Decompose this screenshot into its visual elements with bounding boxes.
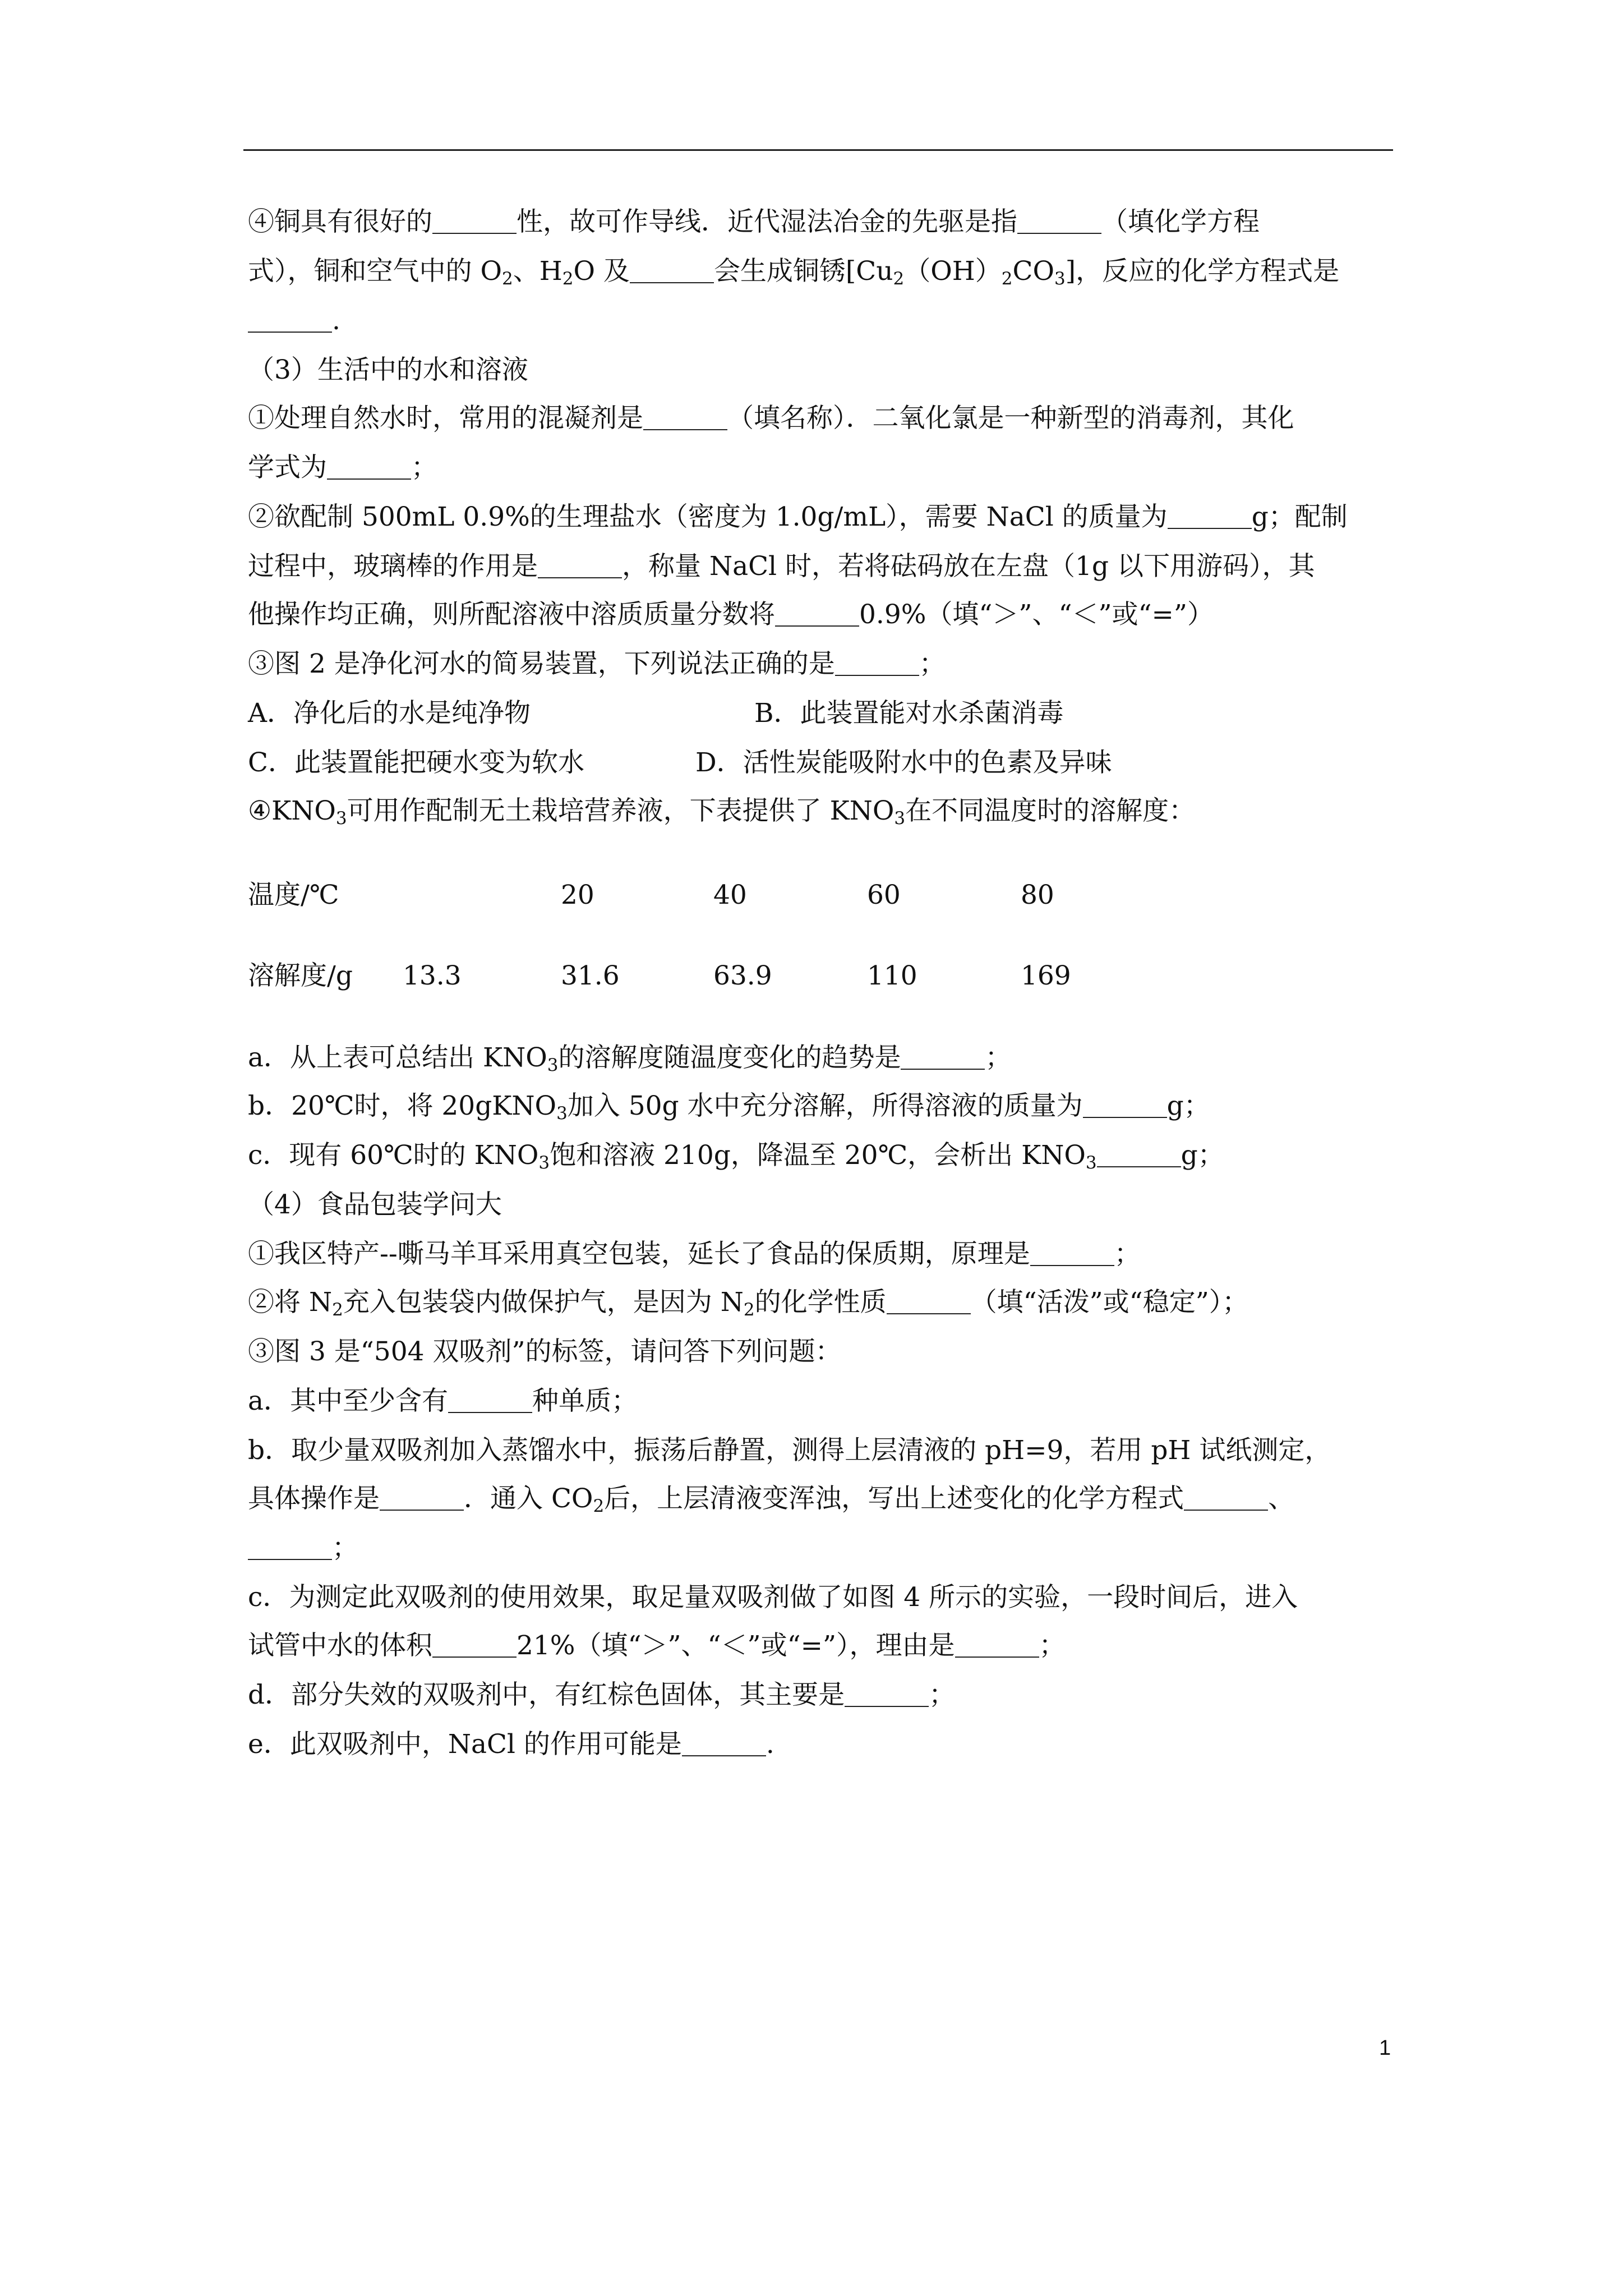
header-rule [243,149,1393,151]
s4-qb-line-2: 具体操作是 ．通入 $CO_2$后，上层清液变浑浊，写出上述变化的化学方程式 、 [248,1483,1295,1516]
s3-q2-line-1: ②欲配制 500mL 0.9%的生理盐水（密度为 1.0g/mL），需要 NaCl 的质量为 g；配制 [248,501,1348,532]
question-copy-line-3: . [248,304,340,338]
table-cell: 13.3 [403,960,462,991]
answer-blank[interactable] [248,1534,332,1560]
s3-q4-stem: $④KNO_3$可用作配制无土栽培营养液，下表提供了 $KNO_3$在不同温度时的溶解度： [248,795,1196,829]
table-cell: 63.9 [713,960,772,991]
answer-blank[interactable] [682,1731,766,1756]
section-4-heading: （4）食品包装学问大 [248,1189,502,1220]
s4-q1: ①我区特产--嘶马羊耳采用真空包装，延长了食品的保质期，原理是 ； [248,1239,1141,1269]
table-cell: 40 [713,880,747,910]
answer-blank[interactable] [448,1387,532,1413]
s4-qe: e．此双吸剂中，NaCl 的作用可能是 . [248,1729,774,1760]
answer-blank[interactable] [327,454,411,480]
option-d: D．活性炭能吸附水中的色素及异味 [695,747,1112,778]
answer-blank[interactable] [1017,208,1101,234]
answer-blank[interactable] [630,257,714,283]
table-cell: 169 [1021,960,1071,991]
s4-q2: ②将 $N_2$充入包装袋内做保护气，是因为 $N_2$的化学性质 （填“活泼”或“稳定”）； [248,1287,1249,1320]
option-b: B．此装置能对水杀菌消毒 [754,698,1064,729]
s3-qb: b．20℃时，将 20gKNO$_3$加入 50g 水中充分溶解，所得溶液的质量为 g； [248,1091,1210,1124]
question-copy-line-1: ④铜具有很好的 性，故可作导线．近代湿法冶金的先驱是指 （填化学方程 [248,206,1260,237]
s4-qc-line-1: c．为测定此双吸剂的使用效果，取足量双吸剂做了如图 4 所示的实验，一段时间后，进入 [248,1582,1298,1613]
answer-blank[interactable] [1030,1240,1114,1266]
answer-blank[interactable] [835,650,919,676]
s4-qd: d．部分失效的双吸剂中，有红棕色固体，其主要是 ； [248,1680,956,1710]
answer-blank[interactable] [901,1044,985,1070]
s4-qa: a．其中至少含有 种单质； [248,1386,638,1416]
answer-blank[interactable] [1168,503,1252,529]
s3-qc: c．现有 60℃时的 $KNO_3$饱和溶液 210g，降温至 20℃，会析出 $KNO_3$ g； [248,1140,1224,1173]
s3-q3-stem: ③图 2 是净化河水的简易装置，下列说法正确的是 ； [248,648,946,679]
answer-blank[interactable] [248,307,332,333]
answer-blank[interactable] [775,601,859,627]
answer-blank[interactable] [1184,1485,1268,1511]
answer-blank[interactable] [432,208,517,234]
table-cell: 31.6 [561,960,620,991]
s4-q3: ③图 3 是“504 双吸剂”的标签，请问答下列问题： [248,1336,842,1367]
table-cell: 60 [867,880,901,910]
answer-blank[interactable] [538,553,622,578]
answer-blank[interactable] [955,1632,1039,1658]
s3-q1-line-2: 学式为 ； [248,452,437,483]
answer-blank[interactable] [380,1485,464,1511]
answer-blank[interactable] [845,1681,929,1707]
s3-q2-line-3: 他操作均正确，则所配溶液中溶质质量分数将 0.9%（填“＞”、“＜”或“=”） [248,599,1214,630]
s4-qb-line-1: b．取少量双吸剂加入蒸馏水中，振荡后静置，测得上层清液的 pH=9，若用 pH 试纸测定， [248,1435,1331,1466]
s3-qa: a．从上表可总结出 $KNO_3$的溶解度随温度变化的趋势是 ； [248,1042,1012,1075]
s3-q1-line-1: ①处理自然水时，常用的混凝剂是 （填名称）．二氧化氯是一种新型的消毒剂，其化 [248,403,1294,434]
section-3-heading: （3）生活中的水和溶液 [248,355,528,385]
table-cell: 110 [867,960,917,991]
answer-blank[interactable] [643,404,727,430]
table-row-label-solubility: 溶解度/g [248,960,353,991]
answer-blank[interactable] [1097,1142,1181,1167]
table-cell: 80 [1021,880,1054,910]
question-copy-line-2: 式），铜和空气中的 $O_2$、$H_2O$ 及 会生成铜锈$[Cu_2(OH)_2CO_3]$，反应的化学方程式是 [248,256,1340,289]
answer-blank[interactable] [1083,1092,1167,1118]
table-cell: 20 [561,880,594,910]
answer-blank[interactable] [432,1632,517,1658]
page-number: 1 [1379,2036,1391,2060]
option-c: C．此装置能把硬水变为软水 [248,747,584,778]
table-row-label-temperature: 温度/℃ [248,880,339,910]
s3-q2-line-2: 过程中，玻璃棒的作用是 ，称量 NaCl 时，若将砝码放在左盘（1g 以下用游码），其 [248,551,1315,582]
answer-blank[interactable] [887,1289,971,1314]
s4-qb-line-3: ； [248,1531,358,1565]
option-a: A．净化后的水是纯净物 [248,698,531,729]
s4-qc-line-2: 试管中水的体积 21%（填“＞”、“＜”或“=”），理由是 ； [248,1630,1066,1661]
